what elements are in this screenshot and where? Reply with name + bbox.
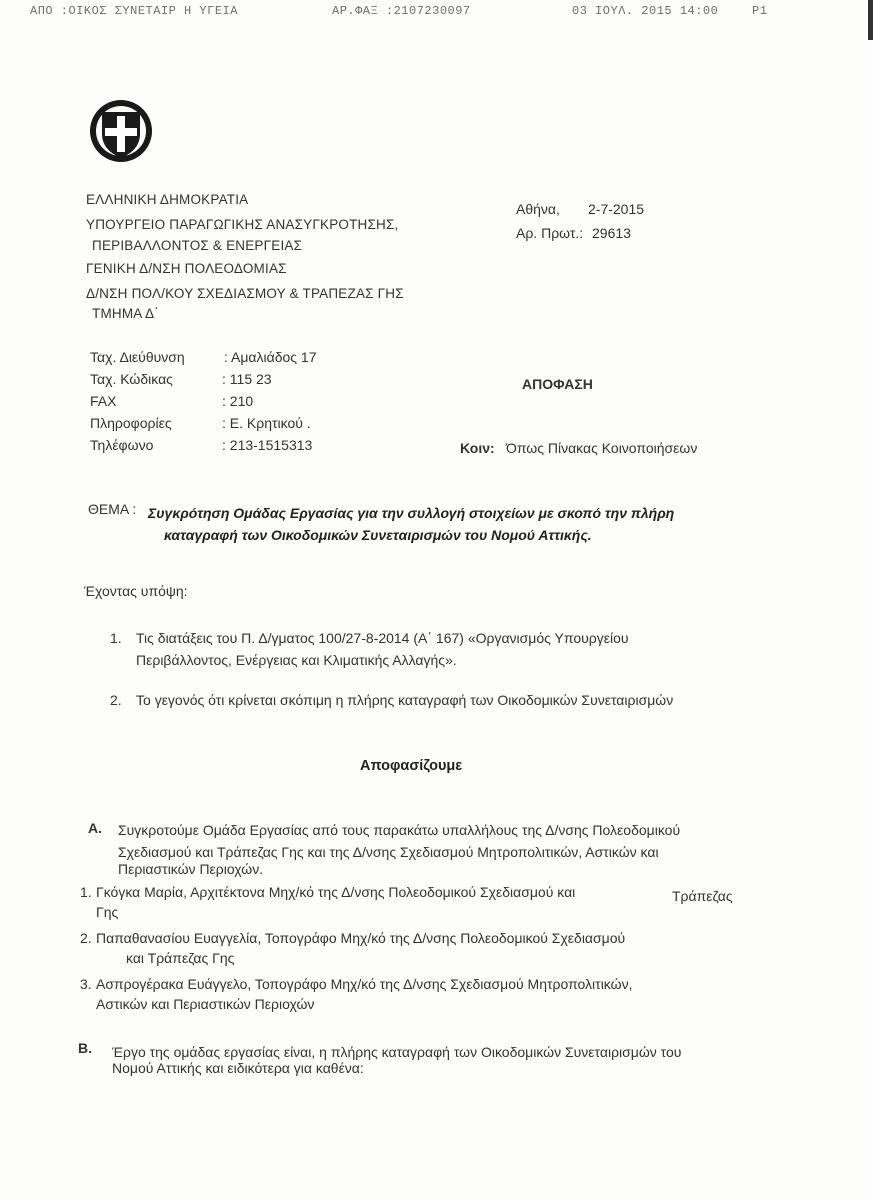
fax-datetime: 03 ΙΟΥΛ. 2015 14:00: [572, 4, 719, 18]
consideration-2-number: 2.: [110, 692, 122, 708]
letterhead-line-2: ΥΠΟΥΡΓΕΙΟ ΠΑΡΑΓΩΓΙΚΗΣ ΑΝΑΣΥΓΚΡΟΤΗΣΗΣ,: [86, 217, 399, 232]
subject-label: ΘΕΜΑ :: [88, 501, 137, 517]
section-a-line-2: Σχεδιασμού και Τράπεζας Γης και της Δ/νσης Σχεδιασμού Μητροπολιτικών, Αστικών και: [118, 844, 659, 860]
consideration-2-line-1: Το γεγονός ότι κρίνεται σκόπιμη η πλήρης καταγραφή των Οικοδομικών Συνεταιρισμών: [136, 692, 674, 708]
consideration-1-line-1: Τις διατάξεις του Π. Δ/γματος 100/27-8-2014 (Α΄ 167) «Οργανισμός Υπουργείου: [136, 630, 629, 646]
member-1-line-1: Γκόγκα Μαρία, Αρχιτέκτονα Μηχ/κό της Δ/νσης Πολεοδομικού Σχεδιασμού και: [96, 884, 576, 900]
member-1-line-2: Γης: [96, 904, 119, 920]
consideration-1-number: 1.: [110, 630, 122, 646]
section-b-line-1: Έργο της ομάδας εργασίας είναι, η πλήρης καταγραφή των Οικοδομικών Συνεταιρισμών του: [112, 1044, 682, 1060]
contact-label-postcode: Ταχ. Κώδικας: [90, 371, 173, 387]
section-a-letter: Α.: [88, 820, 102, 836]
letterhead-line-1: ΕΛΛΗΝΙΚΗ ΔΗΜΟΚΡΑΤΙΑ: [86, 192, 249, 207]
section-a-line-1: Συγκροτούμε Ομάδα Εργασίας από τους παρακάτω υπαλλήλους της Δ/νσης Πολεοδομικού: [118, 822, 681, 838]
contact-label-address: Ταχ. Διεύθυνση: [90, 349, 185, 365]
member-1-line-1b: Τράπεζας: [672, 888, 733, 904]
member-2-line-2: και Τράπεζας Γης: [126, 950, 235, 966]
member-3-number: 3.: [80, 976, 92, 992]
member-3-line-2: Αστικών και Περιαστικών Περιοχών: [96, 996, 315, 1012]
contact-value-phone: : 213-1515313: [222, 437, 313, 453]
consideration-1-line-2: Περιβάλλοντος, Ενέργειας και Κλιματικής Αλλαγής».: [136, 652, 457, 668]
contact-value-info: : Ε. Κρητικού .: [222, 415, 311, 431]
place-label: Αθήνα,: [516, 201, 560, 217]
fax-page: Ρ1: [752, 4, 768, 18]
section-b-line-2: Νομού Αττικής και ειδικότερα για καθένα:: [112, 1060, 364, 1076]
protocol-label: Αρ. Πρωτ.:: [516, 225, 584, 241]
contact-value-postcode: : 115 23: [222, 371, 272, 387]
letterhead-line-6: ΤΜΗΜΑ Δ΄: [92, 306, 159, 321]
fax-number: ΑΡ.ΦΑΞ :2107230097: [332, 4, 471, 18]
koin-label: Κοιν:: [460, 440, 495, 456]
date-value: 2-7-2015: [588, 201, 645, 217]
scan-edge: [868, 0, 873, 40]
subject-line-1: Συγκρότηση Ομάδας Εργασίας για την συλλογή στοιχείων με σκοπό την πλήρη: [148, 505, 675, 521]
contact-label-fax: FAX: [90, 393, 117, 409]
letterhead-line-3: ΠΕΡΙΒΑΛΛΟΝΤΟΣ & ΕΝΕΡΓΕΙΑΣ: [92, 238, 303, 253]
contact-value-fax: : 210: [222, 393, 254, 409]
contact-value-address: : Αμαλιάδος 17: [224, 349, 317, 365]
decision-heading: Αποφασίζουμε: [360, 758, 463, 774]
letterhead-line-5: Δ/ΝΣΗ ΠΟΛ/ΚΟΥ ΣΧΕΔΙΑΣΜΟΥ & ΤΡΑΠΕΖΑΣ ΓΗΣ: [86, 286, 404, 301]
contact-label-phone: Τηλέφωνο: [90, 437, 154, 453]
member-2-number: 2.: [80, 930, 92, 946]
document-type: ΑΠΟΦΑΣΗ: [522, 376, 593, 392]
member-1-number: 1.: [80, 884, 92, 900]
greek-emblem-icon: [88, 98, 154, 164]
section-b-letter: Β.: [78, 1040, 92, 1056]
contact-label-info: Πληροφορίες: [90, 415, 172, 431]
section-a-line-3: Περιαστικών Περιοχών.: [118, 861, 264, 877]
fax-sender: ΑΠΟ :ΟΙΚΟΣ ΣΥΝΕΤΑΙΡ Η ΥΓΕΙΑ: [30, 4, 238, 18]
considering-heading: Έχοντας υπόψη:: [84, 583, 188, 599]
member-2-line-1: Παπαθανασίου Ευαγγελία, Τοπογράφο Μηχ/κό της Δ/νσης Πολεοδομικού Σχεδιασμού: [96, 930, 626, 946]
koin-value: Όπως Πίνακας Κοινοποιήσεων: [506, 440, 698, 456]
member-3-line-1: Ασπρογέρακα Ευάγγελο, Τοπογράφο Μηχ/κό της Δ/νσης Σχεδιασμού Μητροπολιτικών,: [96, 976, 633, 992]
subject-line-2: καταγραφή των Οικοδομικών Συνεταιρισμών του Νομού Αττικής.: [164, 527, 592, 543]
letterhead-line-4: ΓΕΝΙΚΗ Δ/ΝΣΗ ΠΟΛΕΟΔΟΜΙΑΣ: [86, 261, 287, 276]
protocol-number: 29613: [592, 225, 631, 241]
